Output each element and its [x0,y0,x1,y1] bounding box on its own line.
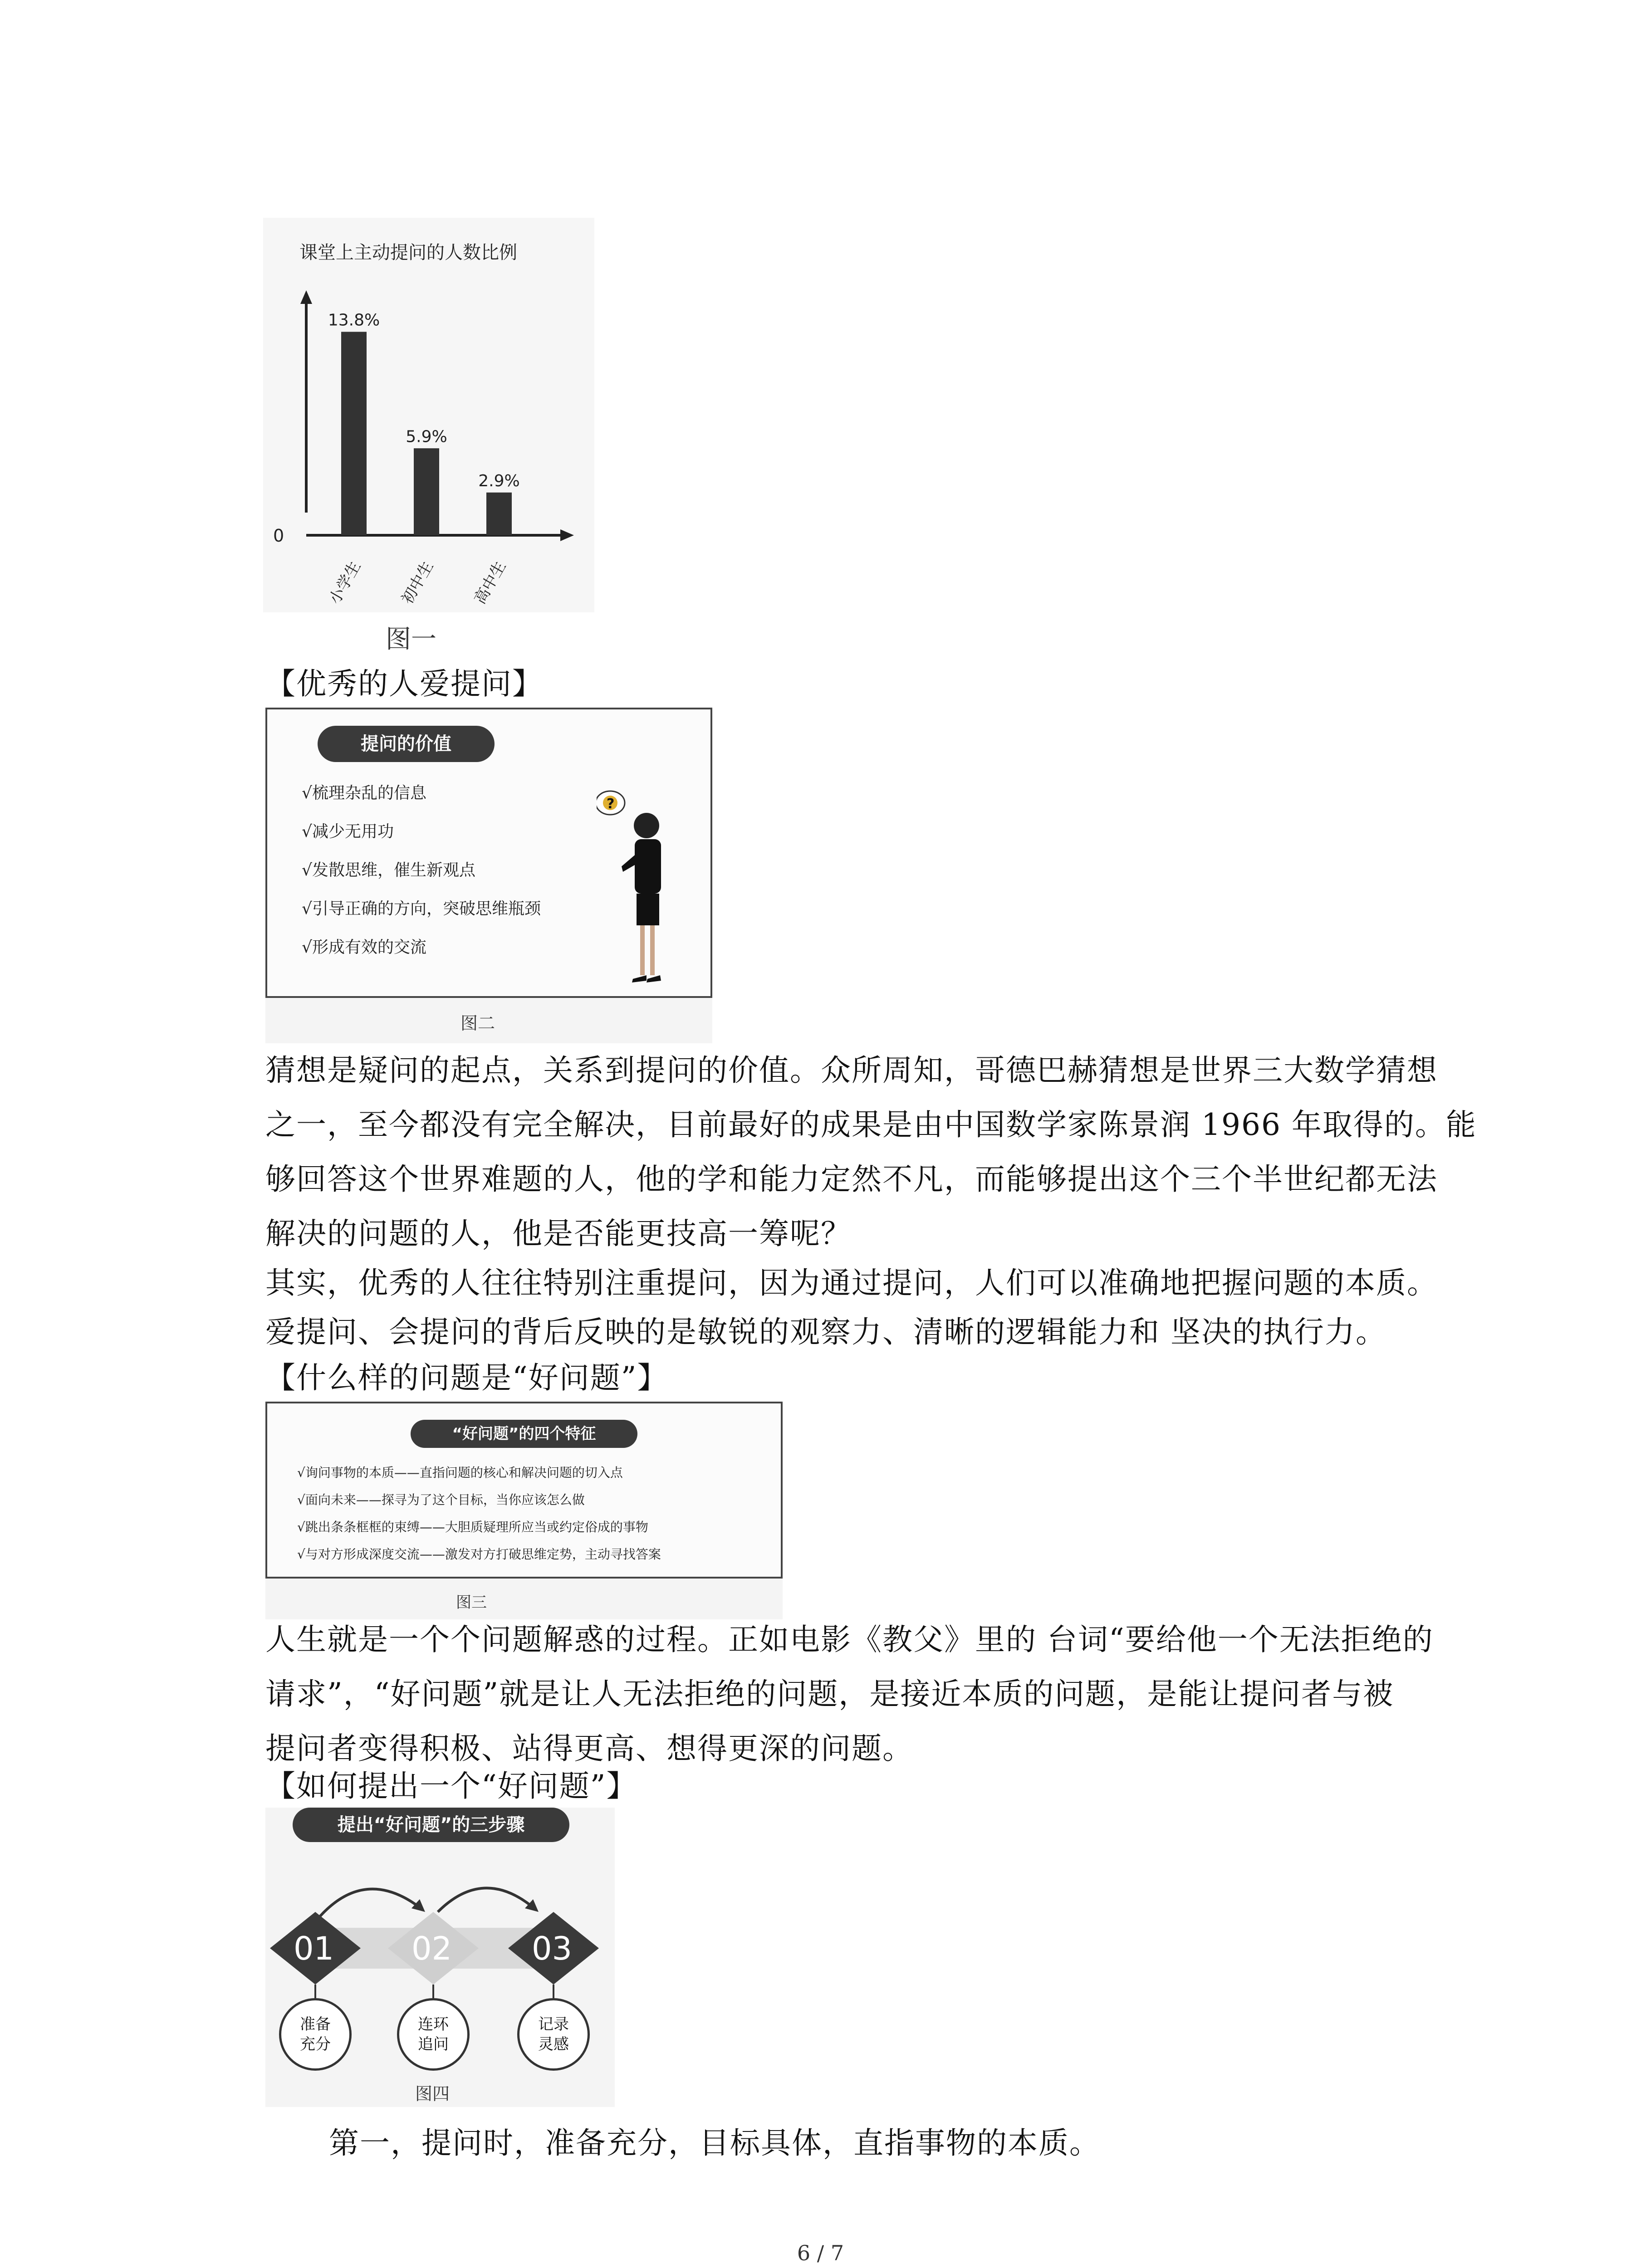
bar-小学生 [341,332,367,536]
figure-1-caption: 图一 [386,625,436,654]
figure-4-caption: 图四 [415,2084,450,2104]
category-label: 小学生 [325,558,365,607]
paragraph-line: 爱提问、会提问的背后反映的是敏锐的观察力、清晰的逻辑能力和 坚决的执行力。 [265,1315,1386,1349]
paragraph-line: 其实，优秀的人往往特别注重提问，因为通过提问，人们可以准确地把握问题的本质。 [265,1266,1438,1300]
paragraph-godfather [265,1613,1490,1776]
step-02-diamond [388,1912,479,1984]
paragraph-line: 够回答这个世界难题的人，他的学和能力定然不凡，而能够提出这个三个半世纪都无法 [265,1162,1438,1197]
bar-value-label: 2.9% [478,471,520,490]
section-heading-excellent: 【优秀的人爱提问】 [265,666,543,701]
figure-4 [265,1808,615,2107]
paragraph-excellent-people [265,1259,1490,1357]
arrow-icon [320,1889,420,1917]
figure-2-caption: 图二 [460,1013,495,1033]
figure-1 [263,218,594,612]
paragraph-line: 请求”，“好问题”就是让人无法拒绝的问题，是接近本质的问题，是能让提问者与被 [265,1677,1394,1711]
section-heading-good-question: 【什么样的问题是“好问题”】 [265,1360,668,1395]
value-item: √引导正确的方向，突破思维瓶颈 [302,899,541,918]
steps-diagram [265,1848,615,1998]
category-label: 初中生 [398,558,437,607]
step-03-circle: 记录 灵感 [517,1998,590,2071]
section-heading-how-to-ask: 【如何提出一个“好问题”】 [265,1769,637,1804]
origin-label: 0 [273,526,284,546]
feature-item: √与对方形成深度交流——激发对方打破思维定势，主动寻找答案 [297,1547,661,1562]
bar-初中生 [414,448,439,535]
paragraph-line: 提问者变得积极、站得更高、想得更深的问题。 [265,1731,913,1766]
presenter-illustration [597,776,696,993]
page-number: 6 / 7 [797,2241,844,2265]
value-item: √发散思维，催生新观点 [302,861,475,880]
figure-3-caption: 图三 [456,1593,487,1612]
feature-item: √面向未来——探寻为了这个目标，当你应该怎么做 [297,1492,585,1507]
step-01-diamond [270,1912,361,1984]
bar-高中生 [486,493,512,535]
step-01-circle: 准备 充分 [279,1998,352,2071]
paragraph-line: 人生就是一个个问题解惑的过程。正如电影《教父》里的 台词“要给他一个无法拒绝的 [265,1622,1434,1657]
svg-text:03: 03 [532,1930,573,1967]
figure-3 [265,1402,783,1619]
chart-title: 课堂上主动提问的人数比例 [299,242,517,263]
figure-3-title: “好问题”的四个特征 [411,1420,637,1448]
question-bubble: ? [607,796,615,812]
figure-4-title: 提出“好问题”的三步骤 [293,1808,569,1842]
figure-2 [265,708,712,1043]
paragraph-line: 猜想是疑问的起点，关系到提问的价值。众所周知，哥德巴赫猜想是世界三大数学猜想 [265,1053,1438,1088]
bar-value-label: 13.8% [328,311,380,330]
step-02-circle: 连环 追问 [397,1998,470,2071]
value-item: √减少无用功 [302,822,394,841]
bar-chart [263,218,594,612]
feature-item: √跳出条条框框的束缚——大胆质疑理所应当或约定俗成的事物 [297,1520,648,1535]
category-label: 高中生 [470,558,510,607]
value-item: √梳理杂乱的信息 [302,784,426,802]
value-item: √形成有效的交流 [302,938,426,957]
bar-value-label: 5.9% [406,427,447,446]
figure-2-title: 提问的价值 [318,726,495,762]
step-03-diamond [508,1912,599,1984]
paragraph-line: 之一，至今都没有完全解决，目前最好的成果是由中国数学家陈景润 1966 年取得的。能 [265,1107,1477,1142]
arrow-icon [438,1888,533,1912]
paragraph-goldbach [265,1043,1490,1261]
paragraph-line: 解决的问题的人，他是否能更技高一筹呢？ [265,1216,852,1251]
svg-text:01: 01 [294,1930,334,1967]
feature-item: √询问事物的本质——直指问题的核心和解决问题的切入点 [297,1465,623,1480]
svg-text:02: 02 [411,1930,452,1967]
paragraph-step-one [329,2116,1554,2170]
paragraph-line: 第一，提问时，准备充分，目标具体，直指事物的本质。 [329,2126,1100,2160]
